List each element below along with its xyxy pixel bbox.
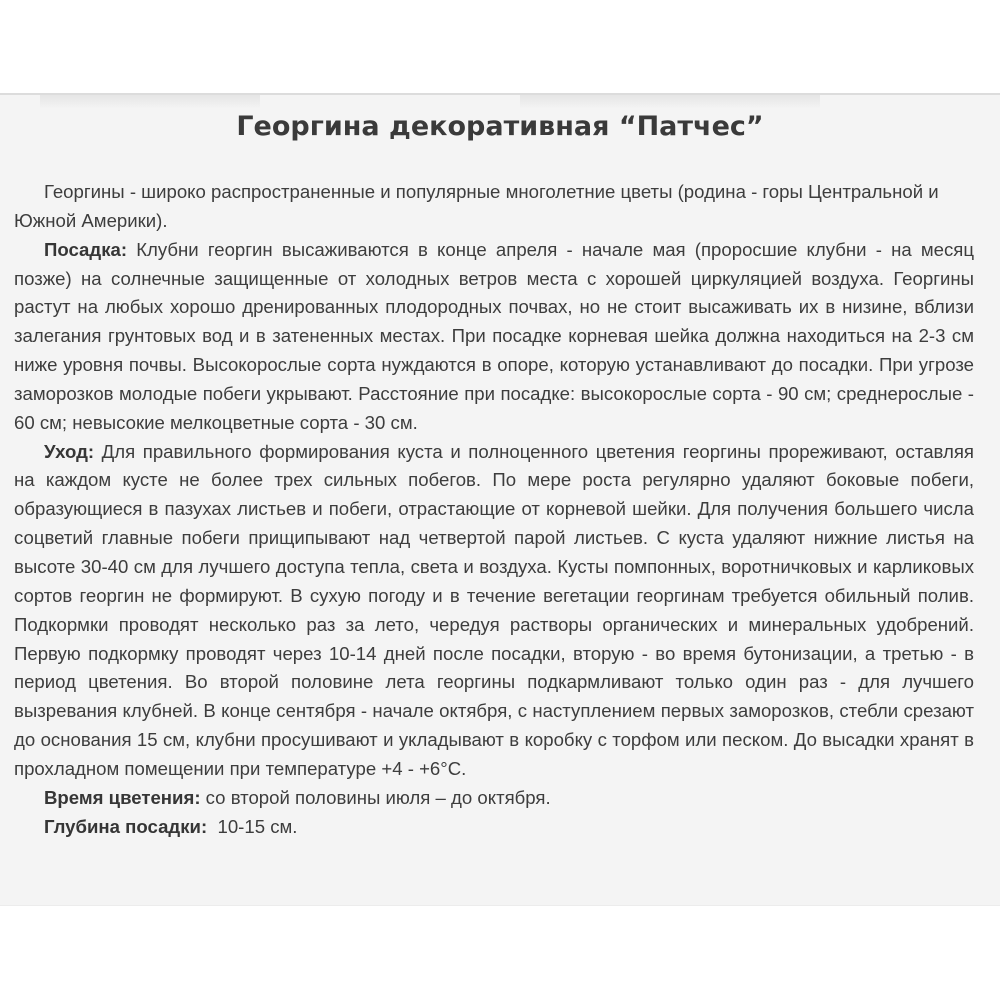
document-title: Георгина декоративная “Патчес” [236,111,764,142]
planting-depth-text: 10-15 см. [207,815,298,837]
planting-text: Клубни георгин высаживаются в конце апреля - начале мая (проросшие клубни - на месяц позже) на солнечные защищенные от холодных ветров места с хорошей циркуляцией воздуха. Георгины растут на любых хорошо дренированных плодородных почвах, но не стоит высаживать их в низине, вблизи залегания грунтовых вод и в затененных местах. При посадке корневая шейка должна находиться на 2-3 см ниже уровня почвы. Высокорослые сорта нуждаются в опоре, которую устанавливают до посадки. При угрозе заморозков молодые побеги укрывают. Расстояние при посадке: высокорослые сорта - 90 см; среднерослые - 60 см; невысокие мелкоцветные сорта - 30 см. [14,238,974,433]
care-term: Уход: [44,440,95,462]
planting-term: Посадка: [44,238,128,260]
intro-paragraph: Георгины - широко распространенные и популярные многолетние цветы (родина - горы Центральной и Южной Америки). [14,181,939,231]
document-body [14,178,974,841]
bloom-time-term: Время цветения: [44,786,201,808]
planting-paragraph [14,236,974,438]
planting-depth-term: Глубина посадки: [44,815,208,837]
bloom-time-paragraph [14,784,974,813]
care-text: Для правильного формирования куста и полноценного цветения георгины прореживают, оставляя на каждом кусте не более трех сильных побегов. По мере роста регулярно удаляют боковые побеги, образующиеся в пазухах листьев и побеги, отрастающие от корневой шейки. Для получения большего числа соцветий главные побеги прищипывают над четвертой парой листьев. С куста удаляют нижние листья на высоте 30-40 см для лучшего доступа тепла, света и воздуха. Кусты помпонных, воротничковых и карликовых сортов георгин не формируют. В сухую погоду и в течение вегетации георгинам требуется обильный полив. Подкормки проводят несколько раз за лето, чередуя растворы органических и минеральных удобрений. Первую подкормку проводят через 10-14 дней после посадки, вторую - во время бутонизации, а третью - в период цветения. Во второй половине лета георгины подкармливают только один раз - для лучшего вызревания клубней. В конце сентября - начале октября, с наступлением первых заморозков, стебли срезают до основания 15 см, клубни просушивают и укладывают в коробку с торфом или песком. До высадки хранят в прохладном помещении при температуре +4 - +6°C. [14,440,974,779]
planting-depth-paragraph [14,813,974,842]
bloom-time-text: со второй половины июля – до октября. [200,786,551,808]
care-paragraph [14,438,974,784]
